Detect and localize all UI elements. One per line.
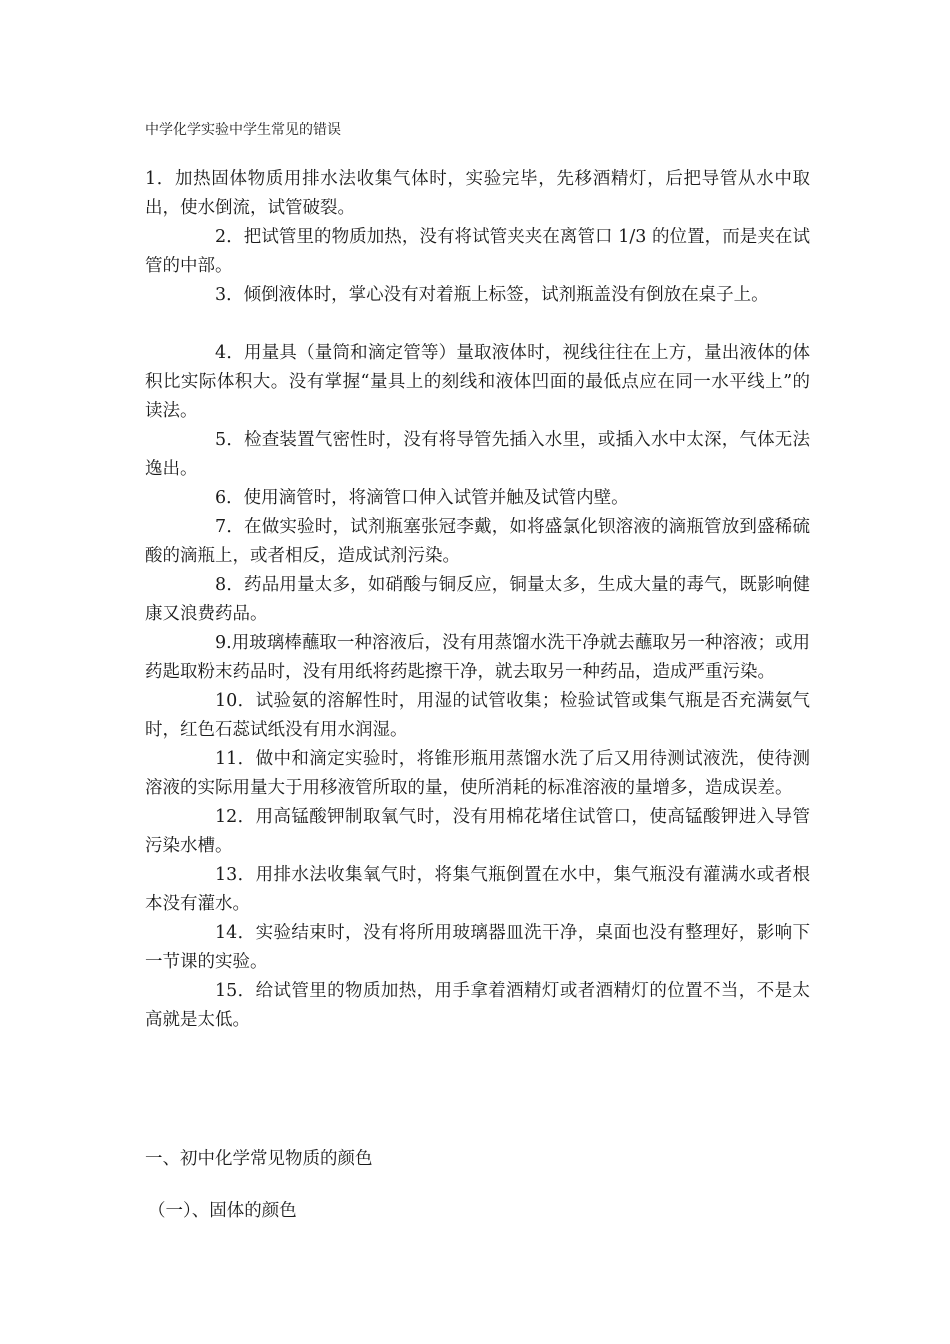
paragraph-8: 8．药品用量太多，如硝酸与铜反应，铜量太多，生成大量的毒气，既影响健康又浪费药品。 [145, 575, 810, 624]
paragraph-7: 7．在做实验时，试剂瓶塞张冠李戴，如将盛氯化钡溶液的滴瓶管放到盛稀硫酸的滴瓶上，或者相反，造成试剂污染。 [145, 517, 810, 566]
paragraph-15: 15．给试管里的物质加热，用手拿着酒精灯或者酒精灯的位置不当，不是太高就是太低。 [145, 981, 810, 1030]
section-heading: 一、初中化学常见物质的颜色 [145, 1149, 373, 1169]
paragraph-11: 11．做中和滴定实验时，将锥形瓶用蒸馏水洗了后又用待测试液洗，使待测溶液的实际用量大于用移液管所取的量，使所消耗的标准溶液的量增多，造成误差。 [145, 749, 810, 798]
paragraph-10: 10．试验氨的溶解性时，用湿的试管收集；检验试管或集气瓶是否充满氨气时，红色石蕊试纸没有用水润湿。 [145, 691, 810, 740]
paragraph-14: 14．实验结束时，没有将所用玻璃器皿洗干净，桌面也没有整理好，影响下一节课的实验。 [145, 923, 810, 972]
paragraph-13: 13．用排水法收集氧气时，将集气瓶倒置在水中，集气瓶没有灌满水或者根本没有灌水。 [145, 865, 810, 914]
paragraph-5: 5．检查装置气密性时，没有将导管先插入水里，或插入水中太深，气体无法逸出。 [145, 430, 810, 479]
paragraph-1: 1．加热固体物质用排水法收集气体时，实验完毕，先移酒精灯，后把导管从水中取出，使水倒流，试管破裂。 [145, 169, 810, 218]
paragraph-12: 12．用高锰酸钾制取氧气时，没有用棉花堵住试管口，使高锰酸钾进入导管污染水槽。 [145, 807, 810, 856]
paragraph-6: 6．使用滴管时，将滴管口伸入试管并触及试管内壁。 [215, 488, 629, 508]
paragraph-3: 3．倾倒液体时，掌心没有对着瓶上标签，试剂瓶盖没有倒放在桌子上。 [215, 285, 769, 305]
paragraph-4: 4．用量具（量筒和滴定管等）量取液体时，视线往往在上方，量出液体的体积比实际体积大。没有掌握“量具上的刻线和液体凹面的最低点应在同一水平线上”的读法。 [145, 343, 810, 421]
subsection-heading: （一）、固体的颜色 [148, 1201, 297, 1221]
document-title: 中学化学实验中学生常见的错误 [145, 122, 341, 138]
body-text [145, 165, 810, 1035]
paragraph-2: 2．把试管里的物质加热，没有将试管夹夹在离管口 1/3 的位置，而是夹在试管的中部。 [145, 227, 810, 276]
paragraph-9: 9.用玻璃棒蘸取一种溶液后，没有用蒸馏水洗干净就去蘸取另一种溶液；或用药匙取粉末药品时，没有用纸将药匙擦干净，就去取另一种药品，造成严重污染。 [145, 633, 810, 682]
